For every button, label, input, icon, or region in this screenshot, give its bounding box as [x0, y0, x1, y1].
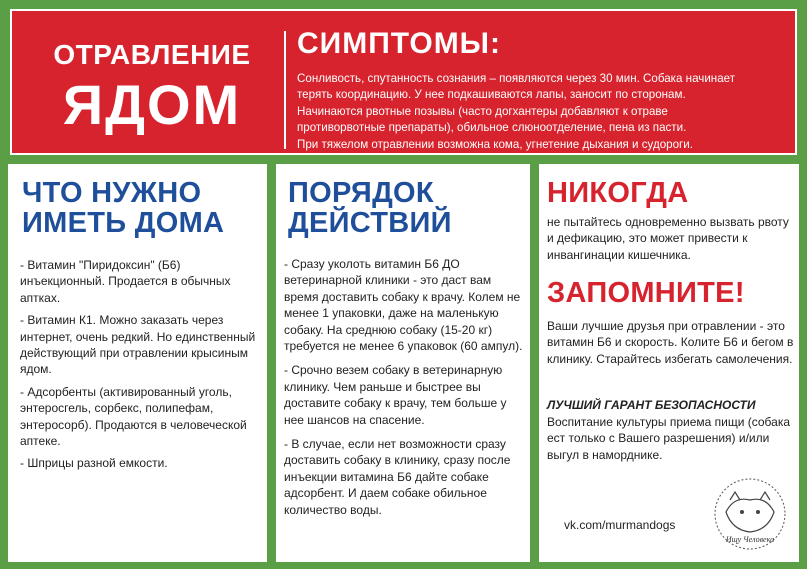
heading-line: ИМЕТЬ ДОМА	[22, 207, 225, 239]
list-item: - Витамин К1. Можно заказать через интернет, очень редкий. Но единственный действующий при отравлении крысиным ядом.	[20, 313, 256, 377]
home-kit-panel	[8, 164, 267, 562]
header-banner	[10, 9, 797, 155]
symptoms-line: Сонливость, спутанность сознания – появляются через 30 мин. Собака начинает	[297, 72, 736, 85]
symptoms-line: Начинаются рвотные позывы (часто догхантеры добавляют к отраве	[297, 104, 668, 118]
home-kit-list	[20, 257, 258, 478]
list-item: - Витамин "Пиридоксин" (Б6) инъекционный. Продается в обычных аптках.	[20, 258, 231, 305]
title-line1: ОТРАВЛЕНИЕ	[53, 39, 251, 70]
warnings-panel	[539, 164, 799, 562]
heading-line: ЧТО НУЖНО	[22, 177, 202, 209]
heading-line: ДЕЙСТВИЙ	[288, 207, 452, 239]
symptoms-line: терять координацию. У нее подкашиваются лапы, заносит по сторонам.	[297, 88, 686, 102]
title-line2: ЯДОМ	[62, 73, 242, 136]
guarantee-text: Воспитание культуры приема пищи (собака ест только с Вашего разрешения) и/или выгул в наморднике.	[547, 415, 790, 462]
list-item: - Срочно везем собаку в ветеринарную клинику. Чем раньше и быстрее вы доставите собаку к врачу, тем больше у нее шансов на спасение.	[284, 363, 507, 427]
list-item: - В случае, если нет возможности сразу доставить собаку в клинику, сразу после инъекции витамина Б6 дайте собаке адсорбент. И даем собаке обильное количество воды.	[284, 437, 511, 517]
symptoms-title: СИМПТОМЫ:	[297, 27, 502, 60]
heading-line: ПОРЯДОК	[288, 177, 434, 209]
symptoms-text	[297, 71, 787, 153]
list-item: - Шприцы разной емкости.	[20, 456, 168, 471]
vk-link[interactable]: vk.com/murmandogs	[564, 518, 676, 532]
never-text: не пытайтесь одновременно вызвать рвоту и дефикацию, это может привести к инвангинации кишечника.	[547, 215, 789, 262]
list-item: - Адсорбенты (активированный уголь, энтеросгель, сорбекс, полипефам, энтеросорб). Продаются в человеческой аптеке.	[20, 384, 247, 449]
symptoms-line: противорвотные препараты), обильное слюноотделение, пена из пасти.	[297, 121, 687, 135]
logo-icon	[712, 476, 788, 552]
actions-list	[284, 256, 524, 526]
logo-text: Ищу Человека	[725, 535, 775, 544]
remember-heading: ЗАПОМНИТЕ!	[547, 277, 745, 309]
remember-text: Ваши лучшие друзья при отравлении - это витамин Б6 и скорость. Колите Б6 и бегом в клинику. Старайтесь избегать самолечения.	[547, 319, 794, 366]
guarantee-heading: ЛУЧШИЙ ГАРАНТ БЕЗОПАСНОСТИ	[547, 398, 756, 412]
actions-heading	[288, 178, 518, 238]
symptoms-line: При тяжелом отравлении возможна кома, угнетение дыхания и судороги.	[297, 137, 693, 151]
home-kit-heading	[22, 178, 262, 238]
banner-divider	[284, 31, 286, 149]
actions-panel	[276, 164, 530, 562]
list-item: - Сразу уколоть витамин Б6 ДО ветеринарной клиники - это даст вам время доставить собаку к врачу. Колем не менее 1 упаковки, даже на маленькую собаку. На среднюю собаку (15-20 кг) требуется не менее 6 упаковок (60 ампул).	[284, 257, 523, 354]
never-heading: НИКОГДА	[547, 177, 689, 209]
